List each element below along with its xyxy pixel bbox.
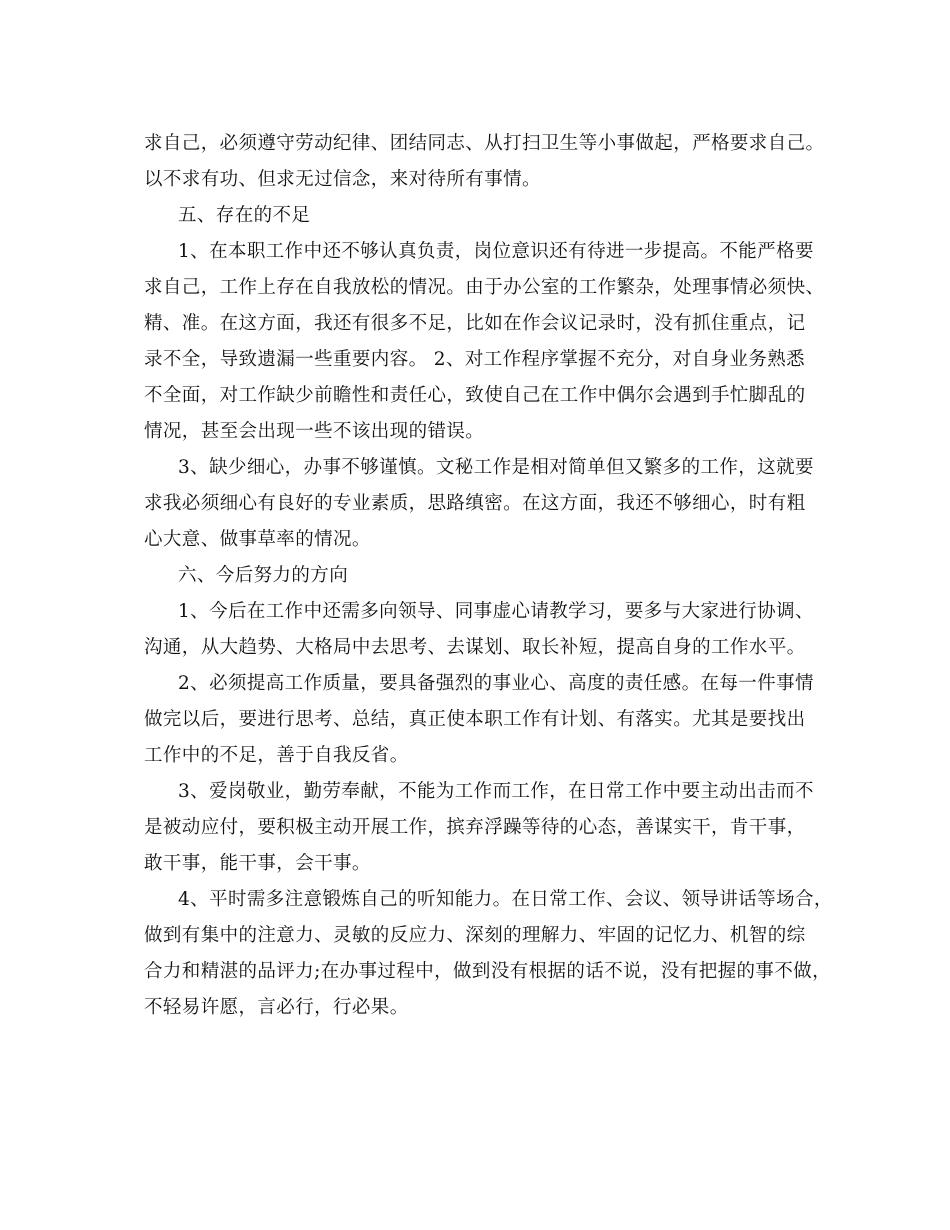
- text-line: 做到有集中的注意力、灵敏的反应力、深刻的理解力、牢固的记忆力、机智的综: [144, 925, 806, 946]
- text-line: 做完以后，要进行思考、总结，真正使本职工作有计划、有落实。尤其是要找出: [144, 709, 806, 730]
- text-line: 1、在本职工作中还不够认真负责，岗位意识还有待进一步提高。不能严格要: [178, 241, 814, 262]
- document-body: [144, 126, 833, 1026]
- section-heading: 六、今后努力的方向: [178, 565, 349, 586]
- text-line: 敢干事，能干事，会干事。: [144, 853, 371, 874]
- text-line: 情况，甚至会出现一些不该出现的错误。: [144, 421, 485, 442]
- text-line: 工作中的不足，善于自我反省。: [144, 745, 409, 766]
- text-line: 心大意、做事草率的情况。: [144, 529, 371, 550]
- text-line: 3、缺少细心，办事不够谨慎。文秘工作是相对简单但又繁多的工作，这就要: [178, 457, 814, 478]
- text-line: 求自己，必须遵守劳动纪律、团结同志、从打扫卫生等小事做起，严格要求自己。: [144, 133, 825, 154]
- text-line: 4、平时需多注意锻炼自己的听知能力。在日常工作、会议、领导讲话等场合，: [178, 889, 833, 910]
- text-line: 精、准。在这方面，我还有很多不足，比如在作会议记录时，没有抓住重点，记: [144, 313, 806, 334]
- section-heading: 五、存在的不足: [178, 205, 311, 226]
- text-line: 1、今后在工作中还需多向领导、同事虚心请教学习，要多与大家进行协调、: [178, 601, 814, 622]
- text-line: 不全面，对工作缺少前瞻性和责任心，致使自己在工作中偶尔会遇到手忙脚乱的: [144, 385, 806, 406]
- text-line: 2、必须提高工作质量，要具备强烈的事业心、高度的责任感。在每一件事情: [178, 673, 814, 694]
- text-line: 求自己，工作上存在自我放松的情况。由于办公室的工作繁杂，处理事情必须快、: [144, 277, 825, 298]
- text-line: 求我必须细心有良好的专业素质，思路缜密。在这方面，我还不够细心，时有粗: [144, 493, 806, 514]
- text-line: 沟通，从大趋势、大格局中去思考、去谋划、取长补短，提高自身的工作水平。: [144, 637, 806, 658]
- text-line: 是被动应付，要积极主动开展工作，摈弃浮躁等待的心态，善谋实干，肯干事，: [144, 817, 806, 838]
- text-line: 合力和精湛的品评力;在办事过程中，做到没有根据的话不说，没有把握的事不做，: [144, 961, 832, 982]
- text-line: 以不求有功、但求无过信念，来对待所有事情。: [144, 169, 541, 190]
- text-line: 不轻易许愿，言必行，行必果。: [144, 997, 409, 1018]
- text-line: 录不全，导致遗漏一些重要内容。 2、对工作程序掌握不充分，对自身业务熟悉: [144, 349, 806, 370]
- text-line: 3、爱岗敬业，勤劳奉献，不能为工作而工作，在日常工作中要主动出击而不: [178, 781, 814, 802]
